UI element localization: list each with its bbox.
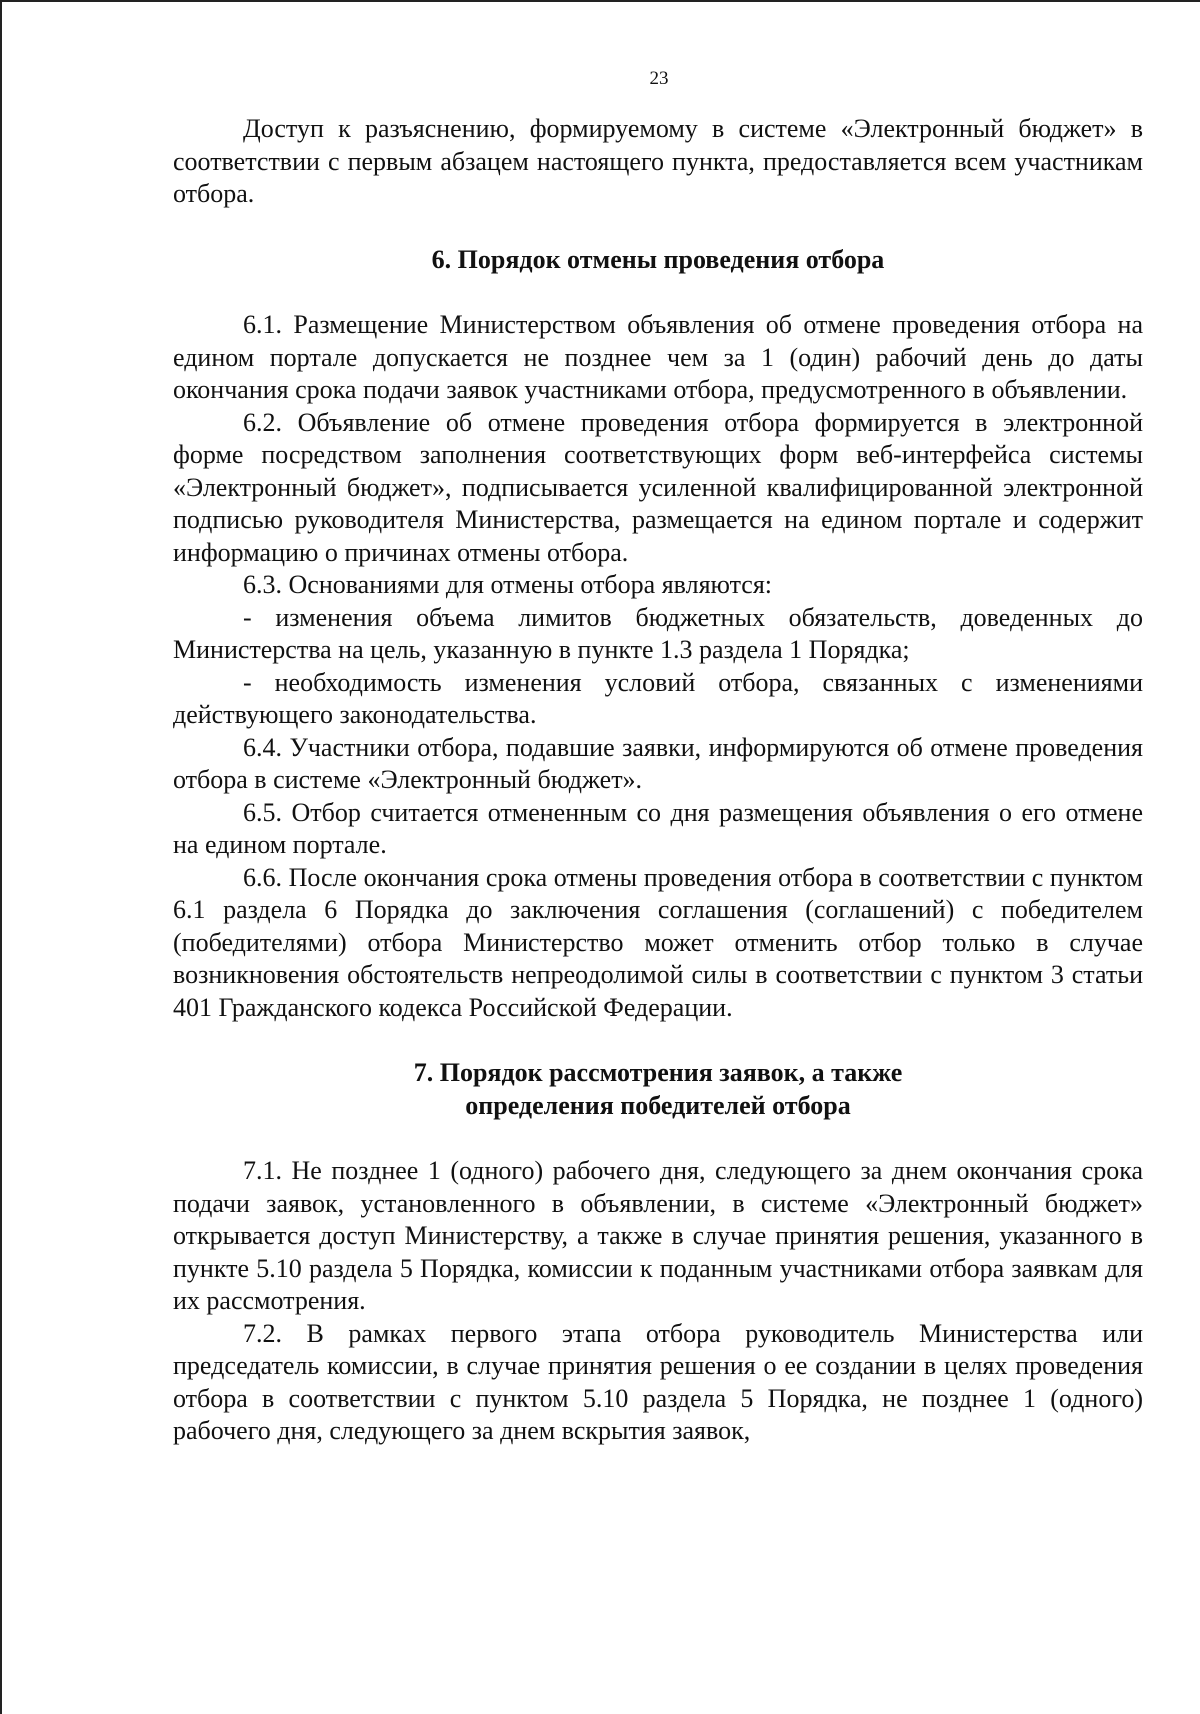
paragraph-access-clarification: Доступ к разъяснению, формируемому в системе «Электронный бюджет» в соответствии с первым абзацем настоящего пункта, предоставляется всем участникам отбора.	[173, 114, 1143, 208]
spacer	[173, 1024, 1143, 1057]
list-item-limits-change: - изменения объема лимитов бюджетных обязательств, доведенных до Министерства на цель, указанную в пункте 1.3 раздела 1 Порядка;	[173, 602, 1143, 664]
section-7-heading	[173, 1057, 1143, 1122]
section-6-heading-line: 6. Порядок отмены проведения отбора	[431, 244, 885, 274]
paragraph-6-5: 6.5. Отбор считается отмененным со дня размещения объявления о его отмене на едином портале.	[173, 797, 1143, 859]
scan-border-top	[0, 0, 1200, 2]
paragraph-6-6: 6.6. После окончания срока отмены проведения отбора в соответствии с пунктом 6.1 раздела 6 Порядка до заключения соглашения (соглашений) с победителем (победителями) отбора Министерство может отменить отбор только в случае возникновения обстоятельств непреодолимой силы в соответствии с пунктом 3 статьи 401 Гражданского кодекса Российской Федерации.	[173, 862, 1143, 1022]
paragraph-7-1: 7.1. Не позднее 1 (одного) рабочего дня, следующего за днем окончания срока подачи заявок, установленного в объявлении, в системе «Электронный бюджет» открывается доступ Министерству, а также в случае принятия решения, указанного в пункте 5.10 раздела 5 Порядка, комиссии к поданным участниками отбора заявкам для их рассмотрения.	[173, 1156, 1143, 1315]
section-7-heading-line-1: 7. Порядок рассмотрения заявок, а также	[413, 1058, 903, 1087]
spacer	[173, 1122, 1143, 1155]
document-body	[173, 113, 1143, 1448]
scan-border-left	[0, 0, 2, 1714]
page-number: 23	[649, 68, 669, 89]
spacer	[173, 276, 1143, 309]
paragraph-6-2: 6.2. Объявление об отмене проведения отбора формируется в электронной форме посредством заполнения соответствующих форм веб-интерфейса системы «Электронный бюджет», подписывается усиленной квалифицированной электронной подписью руководителя Министерства, размещается на едином портале и содержит информацию о причинах отмены отбора.	[173, 407, 1143, 567]
section-7-heading-line-2: определения победителей отбора	[465, 1090, 851, 1120]
section-6-heading	[173, 244, 1143, 277]
paragraph-6-1: 6.1. Размещение Министерством объявления об отмене проведения отбора на едином портале допускается не позднее чем за 1 (один) рабочий день до даты окончания срока подачи заявок участниками отбора, предусмотренного в объявлении.	[173, 310, 1143, 404]
paragraph-6-3: 6.3. Основаниями для отмены отбора являются:	[243, 570, 773, 599]
paragraph-7-2: 7.2. В рамках первого этапа отбора руководитель Министерства или председатель комиссии, в случае принятия решения о ее создании в целях проведения отбора в соответствии с пунктом 5.10 раздела 5 Порядка, не позднее 1 (одного) рабочего дня, следующего за днем вскрытия заявок,	[173, 1318, 1143, 1445]
spacer	[173, 211, 1143, 244]
list-item-legislation-change: - необходимость изменения условий отбора, связанных с изменениями действующего законодательства.	[173, 667, 1143, 729]
paragraph-6-4: 6.4. Участники отбора, подавшие заявки, информируются об отмене проведения отбора в системе «Электронный бюджет».	[173, 732, 1143, 794]
